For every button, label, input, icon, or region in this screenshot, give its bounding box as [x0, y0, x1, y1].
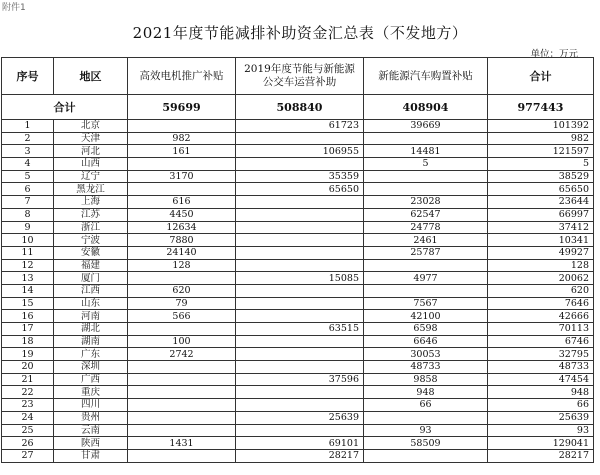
cell-seq: 27 [2, 449, 54, 462]
table-row [2, 348, 594, 361]
cell-nev: 93 [364, 424, 488, 437]
cell-region: 厦门 [54, 272, 128, 285]
cell-seq: 8 [2, 208, 54, 221]
cell-bus: 69101 [236, 437, 364, 450]
cell-total: 66 [488, 399, 594, 412]
cell-bus [236, 132, 364, 145]
cell-region: 四川 [54, 399, 128, 412]
cell-region: 浙江 [54, 221, 128, 234]
cell-region: 广西 [54, 373, 128, 386]
table-row [2, 399, 594, 412]
cell-bus [236, 208, 364, 221]
cell-region: 河北 [54, 145, 128, 158]
cell-motor: 3170 [128, 170, 236, 183]
cell-total: 38529 [488, 170, 594, 183]
cell-bus [236, 297, 364, 310]
cell-nev: 39669 [364, 120, 488, 133]
cell-seq: 21 [2, 373, 54, 386]
table-row [2, 259, 594, 272]
cell-region: 辽宁 [54, 170, 128, 183]
table-row [2, 234, 594, 247]
cell-nev: 6646 [364, 335, 488, 348]
table-row [2, 297, 594, 310]
cell-bus [236, 158, 364, 171]
cell-nev [364, 411, 488, 424]
cell-nev: 42100 [364, 310, 488, 323]
cell-total: 32795 [488, 348, 594, 361]
cell-region: 江西 [54, 284, 128, 297]
cell-region: 重庆 [54, 386, 128, 399]
cell-total: 128 [488, 259, 594, 272]
cell-seq: 15 [2, 297, 54, 310]
cell-bus [236, 399, 364, 412]
cell-bus [236, 348, 364, 361]
cell-nev: 2461 [364, 234, 488, 247]
cell-total: 10341 [488, 234, 594, 247]
total-bus: 508840 [236, 95, 364, 120]
cell-nev: 6598 [364, 323, 488, 336]
cell-seq: 14 [2, 284, 54, 297]
cell-region: 黑龙江 [54, 183, 128, 196]
cell-motor [128, 373, 236, 386]
cell-bus: 28217 [236, 449, 364, 462]
table-row [2, 183, 594, 196]
cell-region: 江苏 [54, 208, 128, 221]
header-nev: 新能源汽车购置补贴 [364, 58, 488, 95]
cell-region: 贵州 [54, 411, 128, 424]
cell-nev: 58509 [364, 437, 488, 450]
cell-nev: 5 [364, 158, 488, 171]
cell-total: 49927 [488, 246, 594, 259]
cell-bus [236, 310, 364, 323]
cell-motor [128, 323, 236, 336]
cell-motor [128, 158, 236, 171]
cell-motor [128, 120, 236, 133]
cell-motor [128, 386, 236, 399]
cell-seq: 7 [2, 196, 54, 209]
total-motor: 59699 [128, 95, 236, 120]
cell-nev: 948 [364, 386, 488, 399]
cell-motor: 616 [128, 196, 236, 209]
table-row [2, 145, 594, 158]
cell-seq: 24 [2, 411, 54, 424]
header-bus [236, 58, 364, 95]
cell-total: 101392 [488, 120, 594, 133]
table-row [2, 158, 594, 171]
cell-nev: 14481 [364, 145, 488, 158]
cell-total: 66997 [488, 208, 594, 221]
table-row [2, 284, 594, 297]
cell-motor: 79 [128, 297, 236, 310]
cell-region: 山东 [54, 297, 128, 310]
cell-seq: 10 [2, 234, 54, 247]
table-row [2, 246, 594, 259]
total-sum: 977443 [488, 95, 594, 120]
cell-bus [236, 361, 364, 374]
cell-nev: 23028 [364, 196, 488, 209]
cell-seq: 23 [2, 399, 54, 412]
cell-seq: 12 [2, 259, 54, 272]
total-label: 合计 [2, 95, 128, 120]
cell-total: 129041 [488, 437, 594, 450]
table-row [2, 437, 594, 450]
cell-seq: 20 [2, 361, 54, 374]
table-row [2, 272, 594, 285]
attachment-label: 附件1 [2, 3, 26, 13]
cell-total: 948 [488, 386, 594, 399]
cell-seq: 18 [2, 335, 54, 348]
table-row [2, 120, 594, 133]
table-row [2, 196, 594, 209]
cell-motor: 566 [128, 310, 236, 323]
cell-nev [364, 183, 488, 196]
cell-seq: 16 [2, 310, 54, 323]
cell-region: 上海 [54, 196, 128, 209]
table-row [2, 411, 594, 424]
cell-region: 山西 [54, 158, 128, 171]
cell-region: 福建 [54, 259, 128, 272]
cell-bus: 37596 [236, 373, 364, 386]
unit-label: 单位：万元 [530, 49, 578, 60]
table-row [2, 449, 594, 462]
cell-total: 982 [488, 132, 594, 145]
table-row [2, 335, 594, 348]
cell-seq: 9 [2, 221, 54, 234]
table-row [2, 386, 594, 399]
cell-total: 47454 [488, 373, 594, 386]
cell-seq: 26 [2, 437, 54, 450]
table-row [2, 170, 594, 183]
cell-total: 48733 [488, 361, 594, 374]
cell-nev: 48733 [364, 361, 488, 374]
cell-region: 宁波 [54, 234, 128, 247]
table-row [2, 221, 594, 234]
cell-bus [236, 259, 364, 272]
header-bus-line1: 2019年度节能与新能源 [244, 63, 355, 75]
cell-bus: 25639 [236, 411, 364, 424]
total-row [2, 95, 594, 120]
cell-nev: 4977 [364, 272, 488, 285]
cell-motor: 2742 [128, 348, 236, 361]
total-nev: 408904 [364, 95, 488, 120]
cell-bus [236, 386, 364, 399]
cell-region: 天津 [54, 132, 128, 145]
cell-motor [128, 272, 236, 285]
header-seq: 序号 [2, 58, 54, 95]
header-row [2, 58, 594, 95]
cell-motor: 1431 [128, 437, 236, 450]
cell-region: 甘肃 [54, 449, 128, 462]
cell-nev [364, 170, 488, 183]
page-title: 2021年度节能减排补助资金汇总表（不发地方） [132, 24, 468, 42]
cell-total: 93 [488, 424, 594, 437]
table-row [2, 208, 594, 221]
cell-bus [236, 221, 364, 234]
cell-region: 北京 [54, 120, 128, 133]
cell-region: 云南 [54, 424, 128, 437]
header-bus-line2: 公交车运营补助 [262, 76, 337, 88]
cell-bus: 35359 [236, 170, 364, 183]
cell-seq: 5 [2, 170, 54, 183]
cell-motor: 620 [128, 284, 236, 297]
cell-total: 20062 [488, 272, 594, 285]
cell-bus [236, 246, 364, 259]
cell-motor [128, 361, 236, 374]
cell-seq: 17 [2, 323, 54, 336]
cell-nev: 30053 [364, 348, 488, 361]
header-region: 地区 [54, 58, 128, 95]
cell-region: 河南 [54, 310, 128, 323]
cell-motor: 24140 [128, 246, 236, 259]
cell-region: 广东 [54, 348, 128, 361]
cell-total: 28217 [488, 449, 594, 462]
cell-motor: 4450 [128, 208, 236, 221]
cell-nev: 25787 [364, 246, 488, 259]
subsidy-table [1, 57, 594, 463]
cell-bus [236, 424, 364, 437]
cell-total: 121597 [488, 145, 594, 158]
cell-motor: 7880 [128, 234, 236, 247]
cell-motor: 128 [128, 259, 236, 272]
cell-region: 湖南 [54, 335, 128, 348]
cell-seq: 4 [2, 158, 54, 171]
cell-total: 7646 [488, 297, 594, 310]
cell-seq: 25 [2, 424, 54, 437]
cell-total: 5 [488, 158, 594, 171]
table-row [2, 323, 594, 336]
cell-bus [236, 335, 364, 348]
table-row [2, 373, 594, 386]
cell-nev [364, 259, 488, 272]
cell-seq: 11 [2, 246, 54, 259]
cell-total: 620 [488, 284, 594, 297]
cell-region: 陕西 [54, 437, 128, 450]
header-total: 合计 [488, 58, 594, 95]
cell-nev [364, 284, 488, 297]
cell-bus: 15085 [236, 272, 364, 285]
cell-seq: 13 [2, 272, 54, 285]
cell-nev: 66 [364, 399, 488, 412]
cell-seq: 19 [2, 348, 54, 361]
cell-seq: 1 [2, 120, 54, 133]
cell-total: 23644 [488, 196, 594, 209]
cell-nev: 9858 [364, 373, 488, 386]
cell-seq: 2 [2, 132, 54, 145]
cell-total: 6746 [488, 335, 594, 348]
cell-bus: 61723 [236, 120, 364, 133]
cell-nev: 24778 [364, 221, 488, 234]
table-row [2, 361, 594, 374]
cell-bus [236, 284, 364, 297]
table-row [2, 424, 594, 437]
cell-motor [128, 183, 236, 196]
cell-nev: 62547 [364, 208, 488, 221]
cell-total: 25639 [488, 411, 594, 424]
table-row [2, 132, 594, 145]
cell-nev: 7567 [364, 297, 488, 310]
cell-bus: 65650 [236, 183, 364, 196]
cell-motor [128, 424, 236, 437]
cell-seq: 22 [2, 386, 54, 399]
cell-region: 湖北 [54, 323, 128, 336]
header-motor: 高效电机推广补贴 [128, 58, 236, 95]
cell-motor [128, 411, 236, 424]
cell-total: 42666 [488, 310, 594, 323]
cell-motor: 161 [128, 145, 236, 158]
cell-bus [236, 234, 364, 247]
cell-seq: 3 [2, 145, 54, 158]
cell-nev [364, 132, 488, 145]
cell-bus: 63515 [236, 323, 364, 336]
cell-motor [128, 449, 236, 462]
cell-total: 70113 [488, 323, 594, 336]
table-row [2, 310, 594, 323]
cell-total: 65650 [488, 183, 594, 196]
cell-motor: 982 [128, 132, 236, 145]
cell-motor: 12634 [128, 221, 236, 234]
cell-bus [236, 196, 364, 209]
cell-motor: 100 [128, 335, 236, 348]
cell-bus: 106955 [236, 145, 364, 158]
cell-nev [364, 449, 488, 462]
cell-seq: 6 [2, 183, 54, 196]
cell-motor [128, 399, 236, 412]
cell-region: 深圳 [54, 361, 128, 374]
cell-total: 37412 [488, 221, 594, 234]
cell-region: 安徽 [54, 246, 128, 259]
